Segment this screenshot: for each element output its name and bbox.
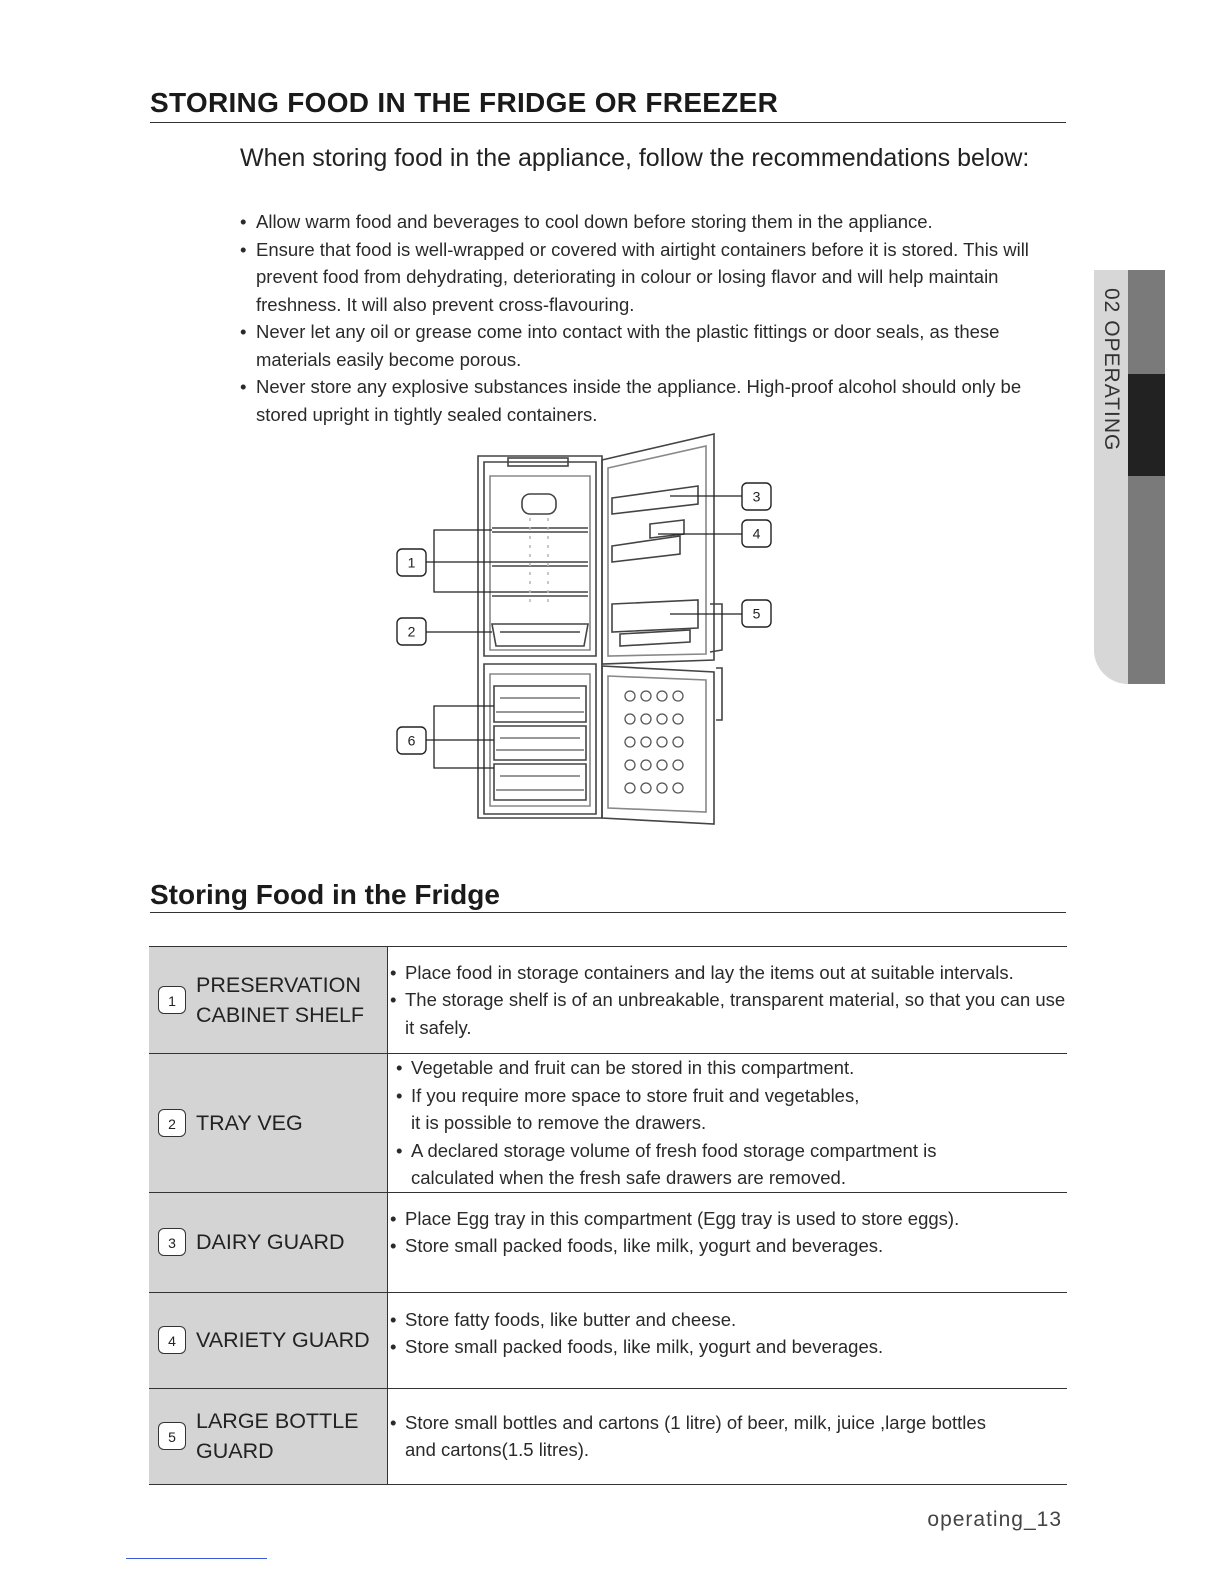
callout-label: 2 <box>407 623 416 640</box>
part-name: GUARD <box>196 1439 274 1463</box>
callout-3 <box>742 483 771 510</box>
callout-label: 5 <box>752 605 761 622</box>
table-row <box>149 1388 1067 1484</box>
list-item: • Never store any explosive substances inside the appliance. High-proof alcohol should only be stored upright in tightly sealed containers. <box>240 373 1060 428</box>
intro-text: When storing food in the appliance, follow the recommendations below: <box>240 144 1030 172</box>
variety-guard-bin <box>612 536 680 562</box>
part-name: CABINET SHELF <box>196 1003 365 1027</box>
callout-label: 4 <box>752 525 761 542</box>
preservation-shelf-1 <box>492 528 588 532</box>
table-row <box>149 1054 1067 1193</box>
part-name: TRAY VEG <box>196 1110 303 1135</box>
list-item: • Place food in storage containers and lay the items out at suitable intervals. <box>388 959 1067 987</box>
ice-tray <box>625 691 683 793</box>
callout-5 <box>742 600 771 627</box>
table-row <box>149 1292 1067 1388</box>
bottle-guard-bin <box>612 600 698 632</box>
callout-6 <box>397 727 426 754</box>
table-row <box>149 1192 1067 1292</box>
veg-tray <box>492 624 588 646</box>
list-item: • Vegetable and fruit can be stored in this compartment. <box>394 1054 1007 1082</box>
callout-label: 6 <box>407 732 416 749</box>
list-item: • Place Egg tray in this compartment (Egg tray is used to store eggs). <box>388 1205 1067 1233</box>
freezer-drawer-2 <box>494 726 586 760</box>
list-item: • Store small packed foods, like milk, yogurt and beverages. <box>388 1232 1067 1260</box>
dairy-guard-bin <box>612 486 698 514</box>
list-item: • Allow warm food and beverages to cool down before storing them in the appliance. <box>240 208 1060 236</box>
preservation-shelf-3 <box>492 592 588 596</box>
list-item: • Store small packed foods, like milk, yogurt and beverages. <box>388 1333 1067 1361</box>
part-name: LARGE BOTTLE <box>196 1409 359 1433</box>
page-heading: STORING FOOD IN THE FRIDGE OR FREEZER <box>150 86 1066 123</box>
part-name: VARIETY GUARD <box>196 1328 370 1352</box>
freezer-drawer-3 <box>494 764 586 800</box>
callout-2 <box>397 618 426 645</box>
list-item: • Store small bottles and cartons (1 litre) of beer, milk, juice ,large bottles and cartons(1.5 litres). <box>388 1409 987 1464</box>
light-unit <box>522 494 556 514</box>
part-number-badge: 5 <box>158 1422 186 1450</box>
part-number-badge: 3 <box>158 1228 186 1256</box>
list-item: • Store fatty foods, like butter and cheese. <box>388 1306 1067 1334</box>
part-number-badge: 2 <box>158 1109 186 1137</box>
callout-label: 1 <box>407 554 416 571</box>
list-item: • A declared storage volume of fresh food storage compartment is calculated when the fresh safe drawers are removed. <box>394 1137 1007 1192</box>
page-footer: operating_13 <box>927 1508 1062 1531</box>
callout-1 <box>397 549 426 576</box>
list-item: • Ensure that food is well-wrapped or covered with airtight containers before it is stored. This will prevent food from dehydrating, deteriorating in colour or losing flavor and will help maintain freshness. It will also prevent cross-flavouring. <box>240 236 1060 319</box>
footer-divider <box>126 1558 267 1559</box>
section-heading: Storing Food in the Fridge <box>150 878 1066 913</box>
part-name: DAIRY GUARD <box>196 1230 345 1254</box>
recommendation-list <box>240 208 1060 428</box>
list-item: • If you require more space to store fruit and vegetables, it is possible to remove the drawers. <box>394 1082 1007 1137</box>
chapter-label: 02 OPERATING <box>1100 288 1123 452</box>
preservation-shelf-2 <box>492 562 588 566</box>
list-item: • The storage shelf is of an unbreakable, transparent material, so that you can use it safely. <box>388 986 1067 1041</box>
callout-4 <box>742 520 771 547</box>
list-item: • Never let any oil or grease come into contact with the plastic fittings or door seals, as these materials easily become porous. <box>240 318 1060 373</box>
fridge-diagram <box>380 428 800 828</box>
chapter-side-tab <box>1094 270 1165 684</box>
parts-table <box>149 946 1067 1485</box>
callout-label: 3 <box>752 488 761 505</box>
part-number-badge: 1 <box>158 986 186 1014</box>
freezer-drawer-1 <box>494 686 586 722</box>
part-name: PRESERVATION <box>196 973 361 997</box>
part-number-badge: 4 <box>158 1326 186 1354</box>
table-row <box>149 947 1067 1054</box>
